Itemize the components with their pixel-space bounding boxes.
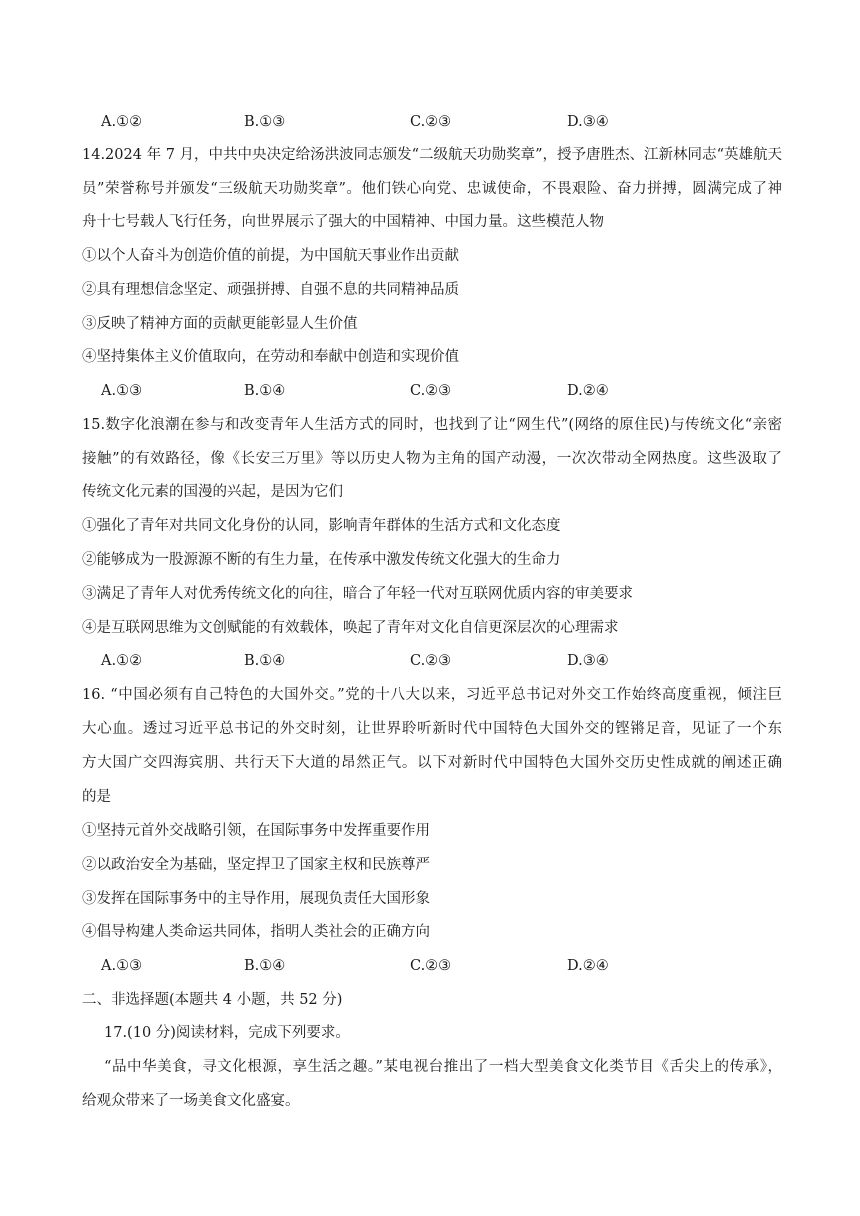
q16-option-c: C.②③ [410,958,452,974]
q13-option-b: B.①③ [244,114,286,130]
q13-options [0,112,860,132]
q16-stem-line-3: 方大国广交四海宾朋、共行天下大道的昂然正气。以下对新时代中国特色大国外交历史性成就的阐述正确 [82,755,782,771]
q14-statement-3: ③反映了精神方面的贡献更能彰显人生价值 [82,316,358,332]
q16-option-d: D.②④ [567,958,609,974]
q16-option-b: B.①④ [244,958,286,974]
q14-option-d: D.②④ [567,383,609,399]
q16-options [0,956,860,976]
q16-stem-line-1: 16. “中国必须有自己特色的大国外交。”党的十八大以来，习近平总书记对外交工作始终高度重视，倾注巨 [82,687,782,703]
q17-material-line-1: “品中华美食，寻文化根源，享生活之趣。”某电视台推出了一档大型美食文化类节目《舌尖上的传承》， [104,1059,782,1075]
q15-statement-1: ①强化了青年对共同文化身份的认同，影响青年群体的生活方式和文化态度 [82,518,561,534]
section-heading: 二、非选择题(本题共 4 小题，共 52 分) [82,992,343,1008]
q16-statement-3: ③发挥在国际事务中的主导作用，展现负责任大国形象 [82,891,430,907]
q15-options [0,651,860,671]
q16-statement-4: ④倡导构建人类命运共同体，指明人类社会的正确方向 [82,924,430,940]
q17-intro: 17.(10 分)阅读材料，完成下列要求。 [104,1025,350,1041]
q14-stem-line-1: 14.2024 年 7 月，中共中央决定给汤洪波同志颁发“二级航天功勋奖章”，授予唐胜杰、江新林同志“英雄航天 [82,147,782,163]
q15-stem-line-3: 传统文化元素的国漫的兴起，是因为它们 [82,484,343,500]
q14-stem-line-3: 舟十七号载人飞行任务，向世界展示了强大的中国精神、中国力量。这些模范人物 [82,214,604,230]
q15-statement-2: ②能够成为一股源源不断的有生力量，在传承中激发传统文化强大的生命力 [82,552,561,568]
q14-option-b: B.①④ [244,383,286,399]
q15-option-b: B.①④ [244,653,286,669]
q15-option-c: C.②③ [410,653,452,669]
q13-option-d: D.③④ [567,114,609,130]
q14-statement-1: ①以个人奋斗为创造价值的前提，为中国航天事业作出贡献 [82,248,459,264]
q16-option-a: A.①③ [101,958,143,974]
q17-material-line-2: 给观众带来了一场美食文化盛宴。 [82,1093,300,1109]
q14-stem-line-2: 员”荣誉称号并颁发“三级航天功勋奖章”。他们铁心向党、忠诚使命，不畏艰险、奋力拼搏，圆满完成了神 [82,181,782,197]
q15-option-a: A.①② [101,653,143,669]
q14-option-c: C.②③ [410,383,452,399]
q15-statement-3: ③满足了青年人对优秀传统文化的向往，暗合了年轻一代对互联网优质内容的审美要求 [82,586,633,602]
q16-statement-2: ②以政治安全为基础，坚定捍卫了国家主权和民族尊严 [82,857,430,873]
q13-option-a: A.①② [101,114,143,130]
q14-statement-4: ④坚持集体主义价值取向，在劳动和奉献中创造和实现价值 [82,349,459,365]
q16-statement-1: ①坚持元首外交战略引领，在国际事务中发挥重要作用 [82,823,430,839]
q14-options [0,381,860,401]
q16-stem-line-2: 大心血。透过习近平总书记的外交时刻，让世界聆听新时代中国特色大国外交的铿锵足音，见证了一个东 [82,721,782,737]
q16-stem-line-4: 的是 [82,789,111,805]
q15-stem-line-1: 15.数字化浪潮在参与和改变青年人生活方式的同时，也找到了让“网生代”(网络的原住民)与传统文化“亲密 [82,417,782,433]
q15-stem-line-2: 接触”的有效路径，像《长安三万里》等以历史人物为主角的国产动漫，一次次带动全网热度。这些汲取了 [82,451,782,467]
q13-option-c: C.②③ [410,114,452,130]
q15-option-d: D.③④ [567,653,609,669]
q14-statement-2: ②具有理想信念坚定、顽强拼搏、自强不息的共同精神品质 [82,282,459,298]
q15-statement-4: ④是互联网思维为文创赋能的有效载体，唤起了青年对文化自信更深层次的心理需求 [82,620,619,636]
q14-option-a: A.①③ [101,383,143,399]
